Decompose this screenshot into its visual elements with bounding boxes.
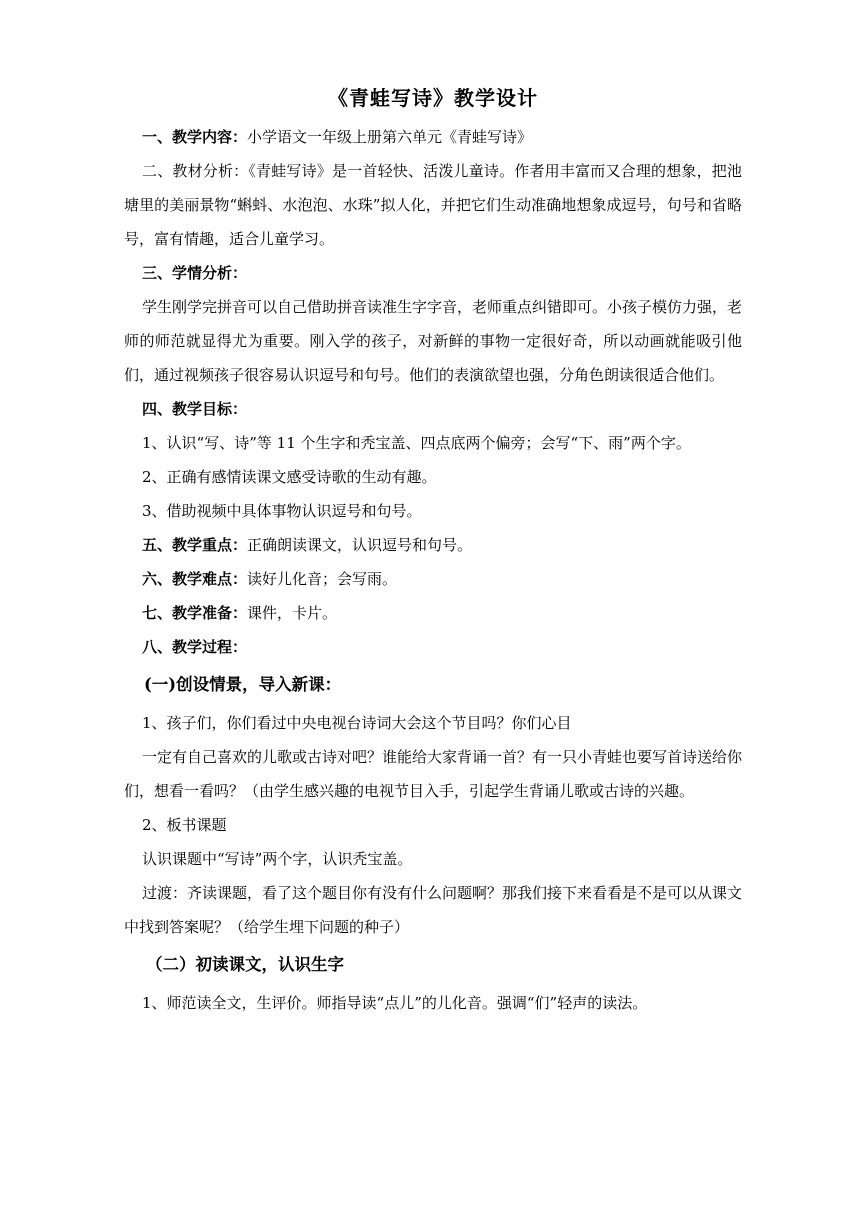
student-heading: 三、学情分析：: [142, 264, 248, 282]
goal-item: 3、借助视频中具体事物认识逗号和句号。: [142, 502, 422, 520]
prep-text: 课件，卡片。: [247, 604, 338, 622]
part1-line: 认识课题中“写诗”两个字，认识秃宝盖。: [142, 850, 413, 868]
part1-line: 2、板书课题: [142, 816, 227, 834]
prep-label: 七、教学准备：: [142, 604, 248, 622]
part1-line: 一定有自己喜欢的儿歌或古诗对吧？谁能给大家背诵一首？有一只小青蛙也要写首诗送给你们，想看一看吗？（由学生感兴趣的电视节目入手，引起学生背诵儿歌或古诗的兴趣。: [124, 748, 743, 800]
goal-item: 1、认识“写、诗”等 11 个生字和秃宝盖、四点底两个偏旁；会写“下、雨”两个字。: [142, 434, 691, 452]
content-label: 一、教学内容：: [142, 128, 248, 146]
key-label: 五、教学重点：: [142, 536, 248, 554]
difficulty-paragraph: [124, 562, 742, 596]
goals-heading: 四、教学目标：: [142, 400, 248, 418]
part1-line: 1、孩子们，你们看过中央电视台诗词大会这个节目吗？你们心目: [142, 714, 572, 732]
part2-heading: （二）初读课文，认识生字: [146, 955, 344, 974]
content-paragraph: [124, 120, 742, 154]
content-text: 小学语文一年级上册第六单元《青蛙写诗》: [247, 128, 533, 146]
difficulty-label: 六、教学难点：: [142, 570, 248, 588]
part1-heading: (一)创设情景，导入新课：: [144, 675, 342, 694]
prep-paragraph: [124, 596, 742, 630]
goal-item: 2、正确有感情读课文感受诗歌的生动有趣。: [142, 468, 437, 486]
process-heading: 八、教学过程：: [142, 638, 248, 656]
key-paragraph: [124, 528, 742, 562]
part2-line: 1、师范读全文，生评价。师指导读“点儿”的儿化音。强调“们”轻声的读法。: [142, 994, 648, 1012]
key-text: 正确朗读课文，认识逗号和句号。: [247, 536, 473, 554]
part1-line: 过渡：齐读课题，看了这个题目你有没有什么问题啊？那我们接下来看看是不是可以从课文中找到答案呢？（给学生埋下问题的种子）: [124, 884, 743, 936]
document-page: [124, 84, 742, 1020]
student-paragraph: 学生刚学完拼音可以自己借助拼音读准生字字音，老师重点纠错即可。小孩子模仿力强，老师的师范就显得尤为重要。刚入学的孩子，对新鲜的事物一定很好奇，所以动画就能吸引他们，通过视频孩子很容易认识逗号和句号。他们的表演欲望也强，分角色朗读很适合他们。: [124, 298, 743, 384]
document-title: 《青蛙写诗》教学设计: [328, 86, 538, 110]
difficulty-text: 读好儿化音；会写雨。: [247, 570, 398, 588]
analysis-paragraph: 二、教材分析：《青蛙写诗》是一首轻快、活泼儿童诗。作者用丰富而又合理的想象，把池塘里的美丽景物“蝌蚪、水泡泡、水珠”拟人化，并把它们生动准确地想象成逗号，句号和省略号，富有情趣，适合儿童学习。: [124, 162, 742, 248]
